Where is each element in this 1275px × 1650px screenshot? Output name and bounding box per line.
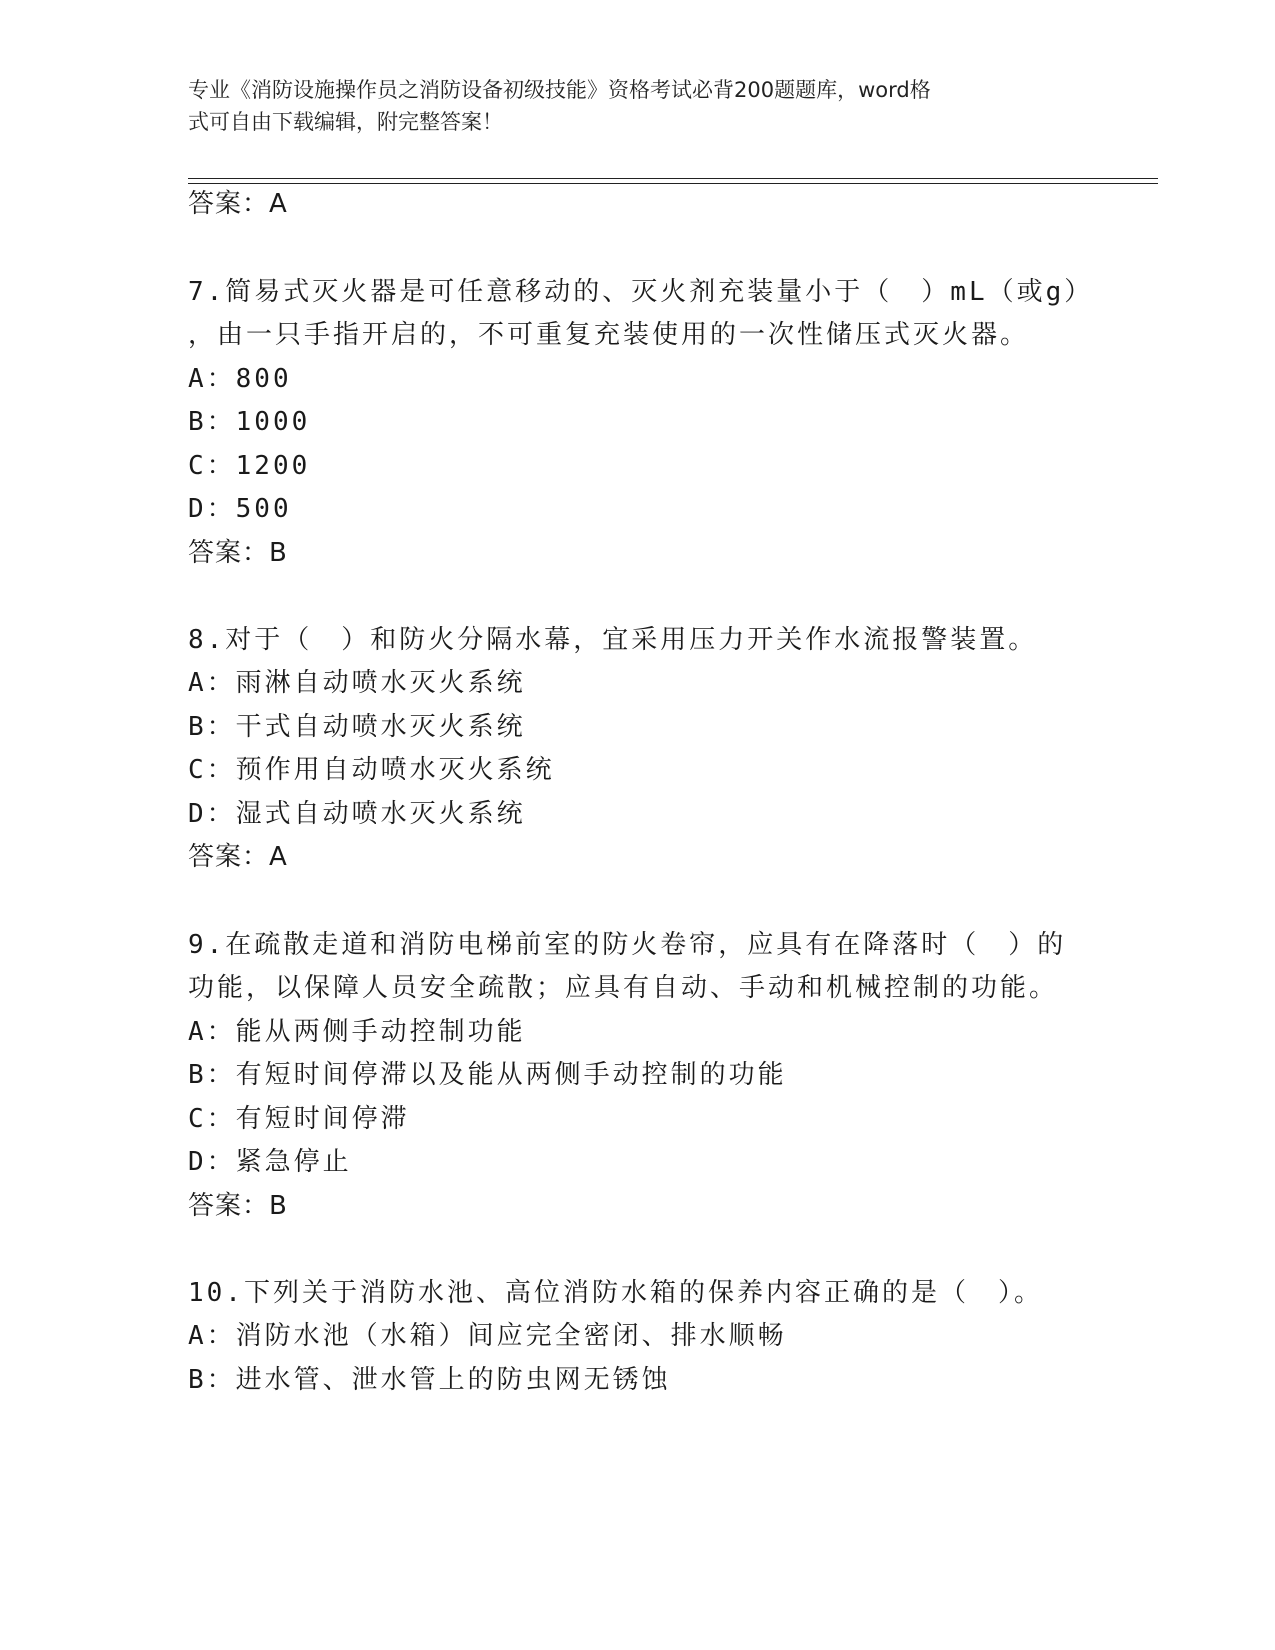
question-7-option-d: D：500 — [188, 494, 292, 524]
question-10-option-a: A：消防水池（水箱）间应完全密闭、排水顺畅 — [188, 1321, 787, 1351]
question-9-option-b: B：有短时间停滞以及能从两侧手动控制的功能 — [188, 1060, 787, 1090]
question-7-stem-line-1: 7.简易式灭火器是可任意移动的、灭火剂充装量小于（ ）mL（或g） — [188, 277, 1094, 307]
question-9-answer: 答案：B — [188, 1191, 288, 1221]
question-9-option-d: D：紧急停止 — [188, 1147, 352, 1177]
question-7-option-b: B：1000 — [188, 407, 311, 437]
answer-line: 答案：A — [188, 189, 288, 219]
document-header — [188, 74, 1088, 138]
question-9-option-a: A：能从两侧手动控制功能 — [188, 1017, 526, 1047]
question-7-option-c: C：1200 — [188, 451, 311, 481]
header-rule-top — [188, 178, 1158, 179]
question-10-option-b: B：进水管、泄水管上的防虫网无锈蚀 — [188, 1365, 671, 1395]
question-8-stem-line-1: 8.对于（ ）和防火分隔水幕，宜采用压力开关作水流报警装置。 — [188, 625, 1038, 655]
header-rule-bottom — [188, 183, 1158, 184]
question-8-option-d: D：湿式自动喷水灭火系统 — [188, 799, 526, 829]
header-line-2: 式可自由下载编辑，附完整答案！ — [188, 110, 503, 134]
question-8-answer: 答案：A — [188, 842, 288, 872]
question-7-option-a: A：800 — [188, 364, 292, 394]
header-line-1: 专业《消防设施操作员之消防设备初级技能》资格考试必背200题题库，word格 — [188, 78, 931, 102]
question-8-option-b: B：干式自动喷水灭火系统 — [188, 712, 526, 742]
question-9-stem-line-2: 功能，以保障人员安全疏散；应具有自动、手动和机械控制的功能。 — [188, 973, 1059, 1003]
question-7-stem-line-2: ，由一只手指开启的，不可重复充装使用的一次性储压式灭火器。 — [188, 320, 1030, 350]
question-7-answer: 答案：B — [188, 538, 288, 568]
question-10-stem-line-1: 10.下列关于消防水池、高位消防水箱的保养内容正确的是（ ）。 — [188, 1278, 1043, 1308]
question-9-stem-line-1: 9.在疏散走道和消防电梯前室的防火卷帘，应具有在降落时（ ）的 — [188, 930, 1067, 960]
question-8-option-c: C：预作用自动喷水灭火系统 — [188, 755, 555, 785]
question-8-option-a: A：雨淋自动喷水灭火系统 — [188, 668, 526, 698]
question-9-option-c: C：有短时间停滞 — [188, 1104, 410, 1134]
